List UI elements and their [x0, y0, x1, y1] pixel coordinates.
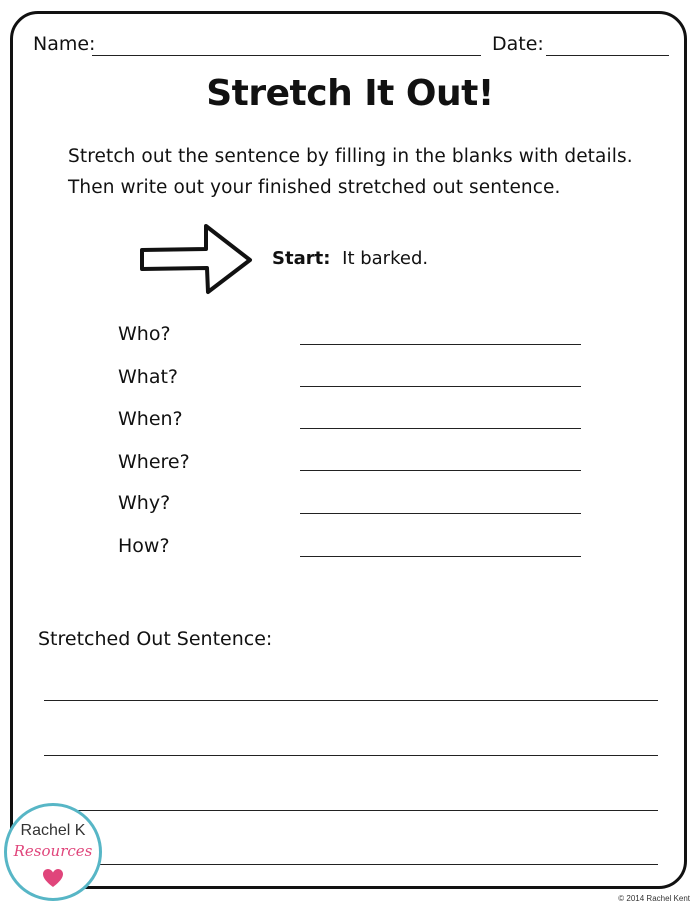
worksheet-frame — [10, 11, 687, 889]
sentence-line-3[interactable] — [44, 810, 658, 811]
stretched-sentence-label: Stretched Out Sentence: — [38, 628, 273, 650]
sentence-line-4[interactable] — [44, 864, 658, 865]
start-label: Start: — [272, 248, 331, 269]
instruction-line-2: Then write out your finished stretched out sentence. — [68, 177, 561, 198]
date-field-line[interactable] — [546, 55, 669, 56]
question-where-label: Where? — [118, 451, 190, 473]
name-label: Name: — [33, 33, 96, 55]
answer-line-what[interactable] — [300, 386, 581, 387]
page-title: Stretch It Out! — [206, 73, 494, 114]
start-sentence — [272, 248, 428, 269]
question-who-label: Who? — [118, 323, 171, 345]
instruction-line-1: Stretch out the sentence by filling in the blanks with details. — [68, 146, 633, 167]
sentence-line-2[interactable] — [44, 755, 658, 756]
question-when-label: When? — [118, 408, 183, 430]
start-text: It barked. — [342, 248, 429, 269]
answer-line-where[interactable] — [300, 470, 581, 471]
answer-line-why[interactable] — [300, 513, 581, 514]
question-how-label: How? — [118, 535, 170, 557]
logo-line-1: Rachel K — [20, 822, 86, 839]
name-field-line[interactable] — [92, 55, 481, 56]
copyright-text: © 2014 Rachel Kent — [618, 894, 690, 903]
answer-line-when[interactable] — [300, 428, 581, 429]
heart-icon — [7, 868, 99, 892]
answer-line-how[interactable] — [300, 556, 581, 557]
answer-line-who[interactable] — [300, 344, 581, 345]
date-label: Date: — [492, 33, 544, 55]
question-what-label: What? — [118, 366, 179, 388]
logo-line-2: Resources — [13, 842, 93, 860]
sentence-line-1[interactable] — [44, 700, 658, 701]
rachel-k-resources-logo — [4, 803, 102, 901]
arrow-right-icon — [136, 222, 256, 296]
question-why-label: Why? — [118, 492, 171, 514]
